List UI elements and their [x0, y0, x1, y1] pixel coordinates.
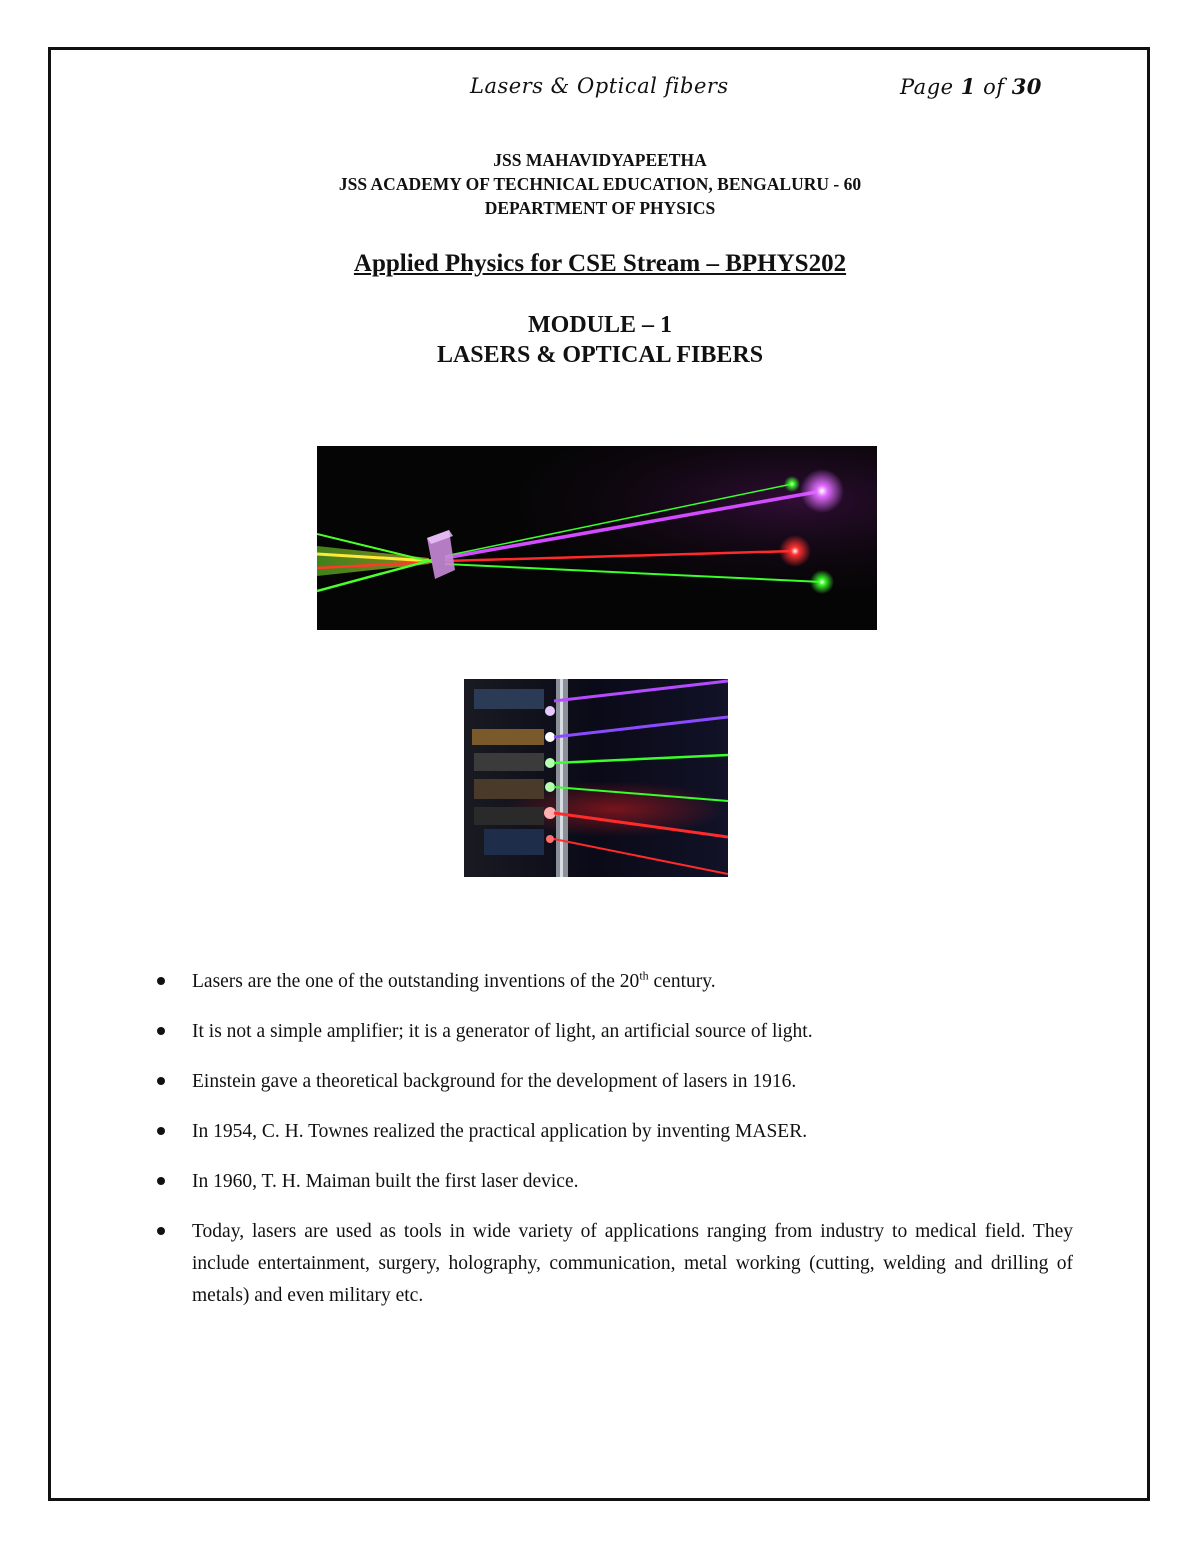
institution-line-3: DEPARTMENT OF PHYSICS — [484, 198, 716, 218]
page-label: Page — [900, 75, 954, 99]
list-item: Today, lasers are used as tools in wide variety of applications ranging from industry to medical field. They include entertainment, surgery, holography, communication, metal working (cutting, welding and drilling of metals) and even military etc. — [157, 1216, 1073, 1312]
institution-line-1: JSS MAHAVIDYAPEETHA — [493, 150, 707, 170]
page-indicator — [900, 74, 1042, 99]
list-item — [157, 966, 1073, 998]
bullet-1-text-end: century. — [648, 971, 716, 992]
list-item: It is not a simple amplifier; it is a generator of light, an artificial source of light. — [157, 1016, 1073, 1048]
bullet-1-text: Lasers are the one of the outstanding inventions of the 20 — [192, 971, 640, 992]
list-item: In 1954, C. H. Townes realized the practical application by inventing MASER. — [157, 1116, 1073, 1148]
bullet-1-superscript: th — [639, 968, 649, 983]
laser-modules-photo — [464, 679, 728, 877]
page-total: 30 — [1011, 74, 1042, 99]
module-number: MODULE – 1 — [528, 312, 672, 338]
page-number: 1 — [960, 74, 976, 99]
list-item: In 1960, T. H. Maiman built the first laser device. — [157, 1166, 1073, 1198]
page-of: of — [983, 75, 1005, 99]
bullet-list — [157, 966, 1073, 1330]
running-header — [0, 74, 1200, 102]
laser-prism-photo — [317, 446, 877, 630]
institution-line-2: JSS ACADEMY OF TECHNICAL EDUCATION, BENGALURU - 60 — [338, 174, 862, 194]
running-title: Lasers & Optical fibers — [470, 74, 729, 98]
course-title: Applied Physics for CSE Stream – BPHYS202 — [353, 250, 847, 277]
module-title: LASERS & OPTICAL FIBERS — [436, 342, 764, 368]
list-item: Einstein gave a theoretical background for the development of lasers in 1916. — [157, 1066, 1073, 1098]
